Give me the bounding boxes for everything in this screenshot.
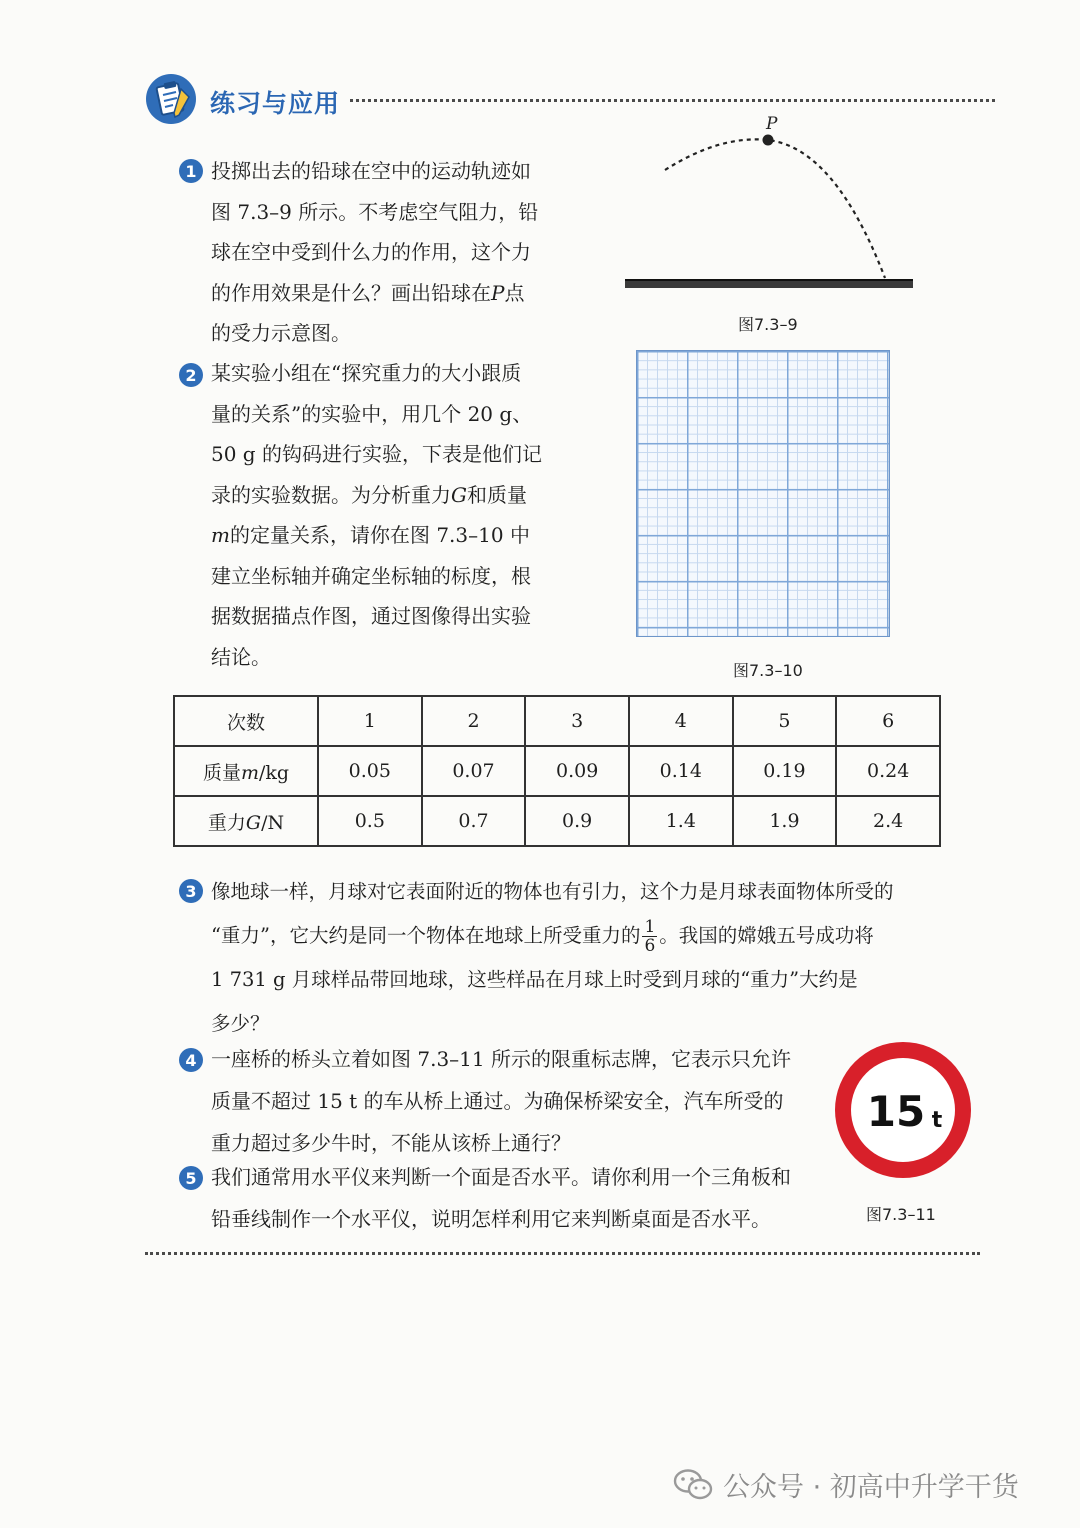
- table-header-cell: 6: [836, 696, 940, 746]
- row-label-weight: 重力G/N: [174, 796, 318, 846]
- table-cell: 0.24: [836, 746, 940, 796]
- q1-line: 的作用效果是什么？画出铅球在P点: [211, 280, 525, 305]
- q1-line: 图 7.3–9 所示。不考虑空气阻力，铅: [211, 199, 539, 224]
- row-label-mass: 质量m/kg: [174, 746, 318, 796]
- bottom-divider: [145, 1252, 980, 1255]
- question-4-text: [211, 1038, 791, 1164]
- q2-line: 结论。: [211, 644, 271, 669]
- q2-line: 据数据描点作图，通过图像得出实验: [211, 604, 531, 628]
- table-cell: 2.4: [836, 796, 940, 846]
- table-cell: 0.14: [629, 746, 733, 796]
- table-header-cell: 2: [422, 696, 526, 746]
- q2-line: 50 g 的钩码进行实验，下表是他们记: [211, 442, 542, 466]
- q4-line: 一座桥的桥头立着如图 7.3–11 所示的限重标志牌，它表示只允许: [211, 1047, 791, 1071]
- table-cell: 0.19: [733, 746, 837, 796]
- table-row: [174, 696, 940, 746]
- table-header-cell: 1: [318, 696, 422, 746]
- q1-line: 球在空中受到什么力的作用，这个力: [211, 240, 531, 264]
- section-icon: [145, 73, 197, 125]
- table-cell: 0.07: [422, 746, 526, 796]
- figure-caption-7-3-9: 图7.3–9: [738, 315, 798, 334]
- question-number-4: 4: [179, 1048, 203, 1072]
- data-table: [173, 695, 941, 847]
- q1-line: 投掷出去的铅球在空中的运动轨迹如: [211, 159, 531, 183]
- q2-line: 建立坐标轴并确定坐标轴的标度，根: [211, 563, 531, 588]
- section-title: 练习与应用: [210, 89, 341, 118]
- question-number-1: 1: [179, 159, 203, 183]
- q5-line: 铅垂线制作一个水平仪，说明怎样利用它来判断桌面是否水平。: [211, 1207, 771, 1231]
- figure-trajectory: [620, 110, 920, 295]
- top-divider: [350, 99, 995, 102]
- table-cell: 0.5: [318, 796, 422, 846]
- clipboard-pencil-icon: [145, 73, 197, 125]
- wechat-icon: [673, 1468, 713, 1502]
- var-m: m: [211, 523, 230, 547]
- q4-line: 质量不超过 15 t 的车从桥上通过。为确保桥梁安全，汽车所受的: [211, 1089, 784, 1113]
- figure-caption-7-3-11: 图7.3–11: [866, 1205, 936, 1224]
- q2-line: m的定量关系，请你在图 7.3–10 中: [211, 523, 530, 547]
- weight-limit-sign: [833, 1040, 973, 1180]
- graph-paper: [636, 350, 890, 637]
- table-cell: 0.05: [318, 746, 422, 796]
- q3-line: “重力”，它大约是同一个物体在地球上所受重力的 $\frac{1}{6}$ 。我国的嫦娥五号成功将: [211, 917, 874, 956]
- q4-line: 重力超过多少牛时，不能从该桥上通行？: [211, 1131, 571, 1155]
- point-p: [763, 135, 774, 146]
- table-cell: 1.9: [733, 796, 837, 846]
- table-cell: 0.09: [525, 746, 629, 796]
- table-row: [174, 796, 940, 846]
- sign-unit: t: [931, 1108, 943, 1133]
- q3-line: 像地球一样，月球对它表面附近的物体也有引力，这个力是月球表面物体所受的: [211, 880, 894, 903]
- watermark-text: 公众号 · 初高中升学干货: [723, 1472, 1019, 1503]
- q2-line: 某实验小组在“探究重力的大小跟质: [211, 361, 522, 385]
- table-cell: 0.9: [525, 796, 629, 846]
- fraction-one-sixth: $\frac{1}{6}$: [644, 917, 656, 956]
- table-header-cell: 次数: [174, 696, 318, 746]
- question-1-text: [211, 151, 538, 354]
- table-header-cell: 5: [733, 696, 837, 746]
- point-p-label: P: [491, 280, 505, 305]
- question-3-text: [211, 870, 894, 1046]
- table-header-cell: 4: [629, 696, 733, 746]
- q3-line: 1 731 g 月球样品带回地球，这些样品在月球上时受到月球的“重力”大约是: [211, 968, 858, 991]
- var-g: G: [451, 482, 467, 507]
- q3-line: 多少？: [211, 1012, 270, 1035]
- q5-line: 我们通常用水平仪来判断一个面是否水平。请你利用一个三角板和: [211, 1165, 791, 1189]
- sign-number: 15: [866, 1087, 926, 1136]
- question-5-text: [211, 1156, 791, 1240]
- figure-caption-7-3-10: 图7.3–10: [733, 661, 803, 680]
- q1-line: 的受力示意图。: [211, 321, 351, 345]
- table-cell: 0.7: [422, 796, 526, 846]
- fig-point-label: P: [766, 114, 778, 134]
- q2-line: 录的实验数据。为分析重力G和质量: [211, 482, 527, 507]
- question-2-text: [211, 353, 542, 677]
- table-cell: 1.4: [629, 796, 733, 846]
- table-row: [174, 746, 940, 796]
- q2-line: 量的关系”的实验中，用几个 20 g、: [211, 401, 533, 426]
- question-number-5: 5: [179, 1166, 203, 1190]
- question-number-3: 3: [179, 879, 203, 903]
- table-header-cell: 3: [525, 696, 629, 746]
- watermark: [673, 1465, 1019, 1504]
- question-number-2: 2: [179, 363, 203, 387]
